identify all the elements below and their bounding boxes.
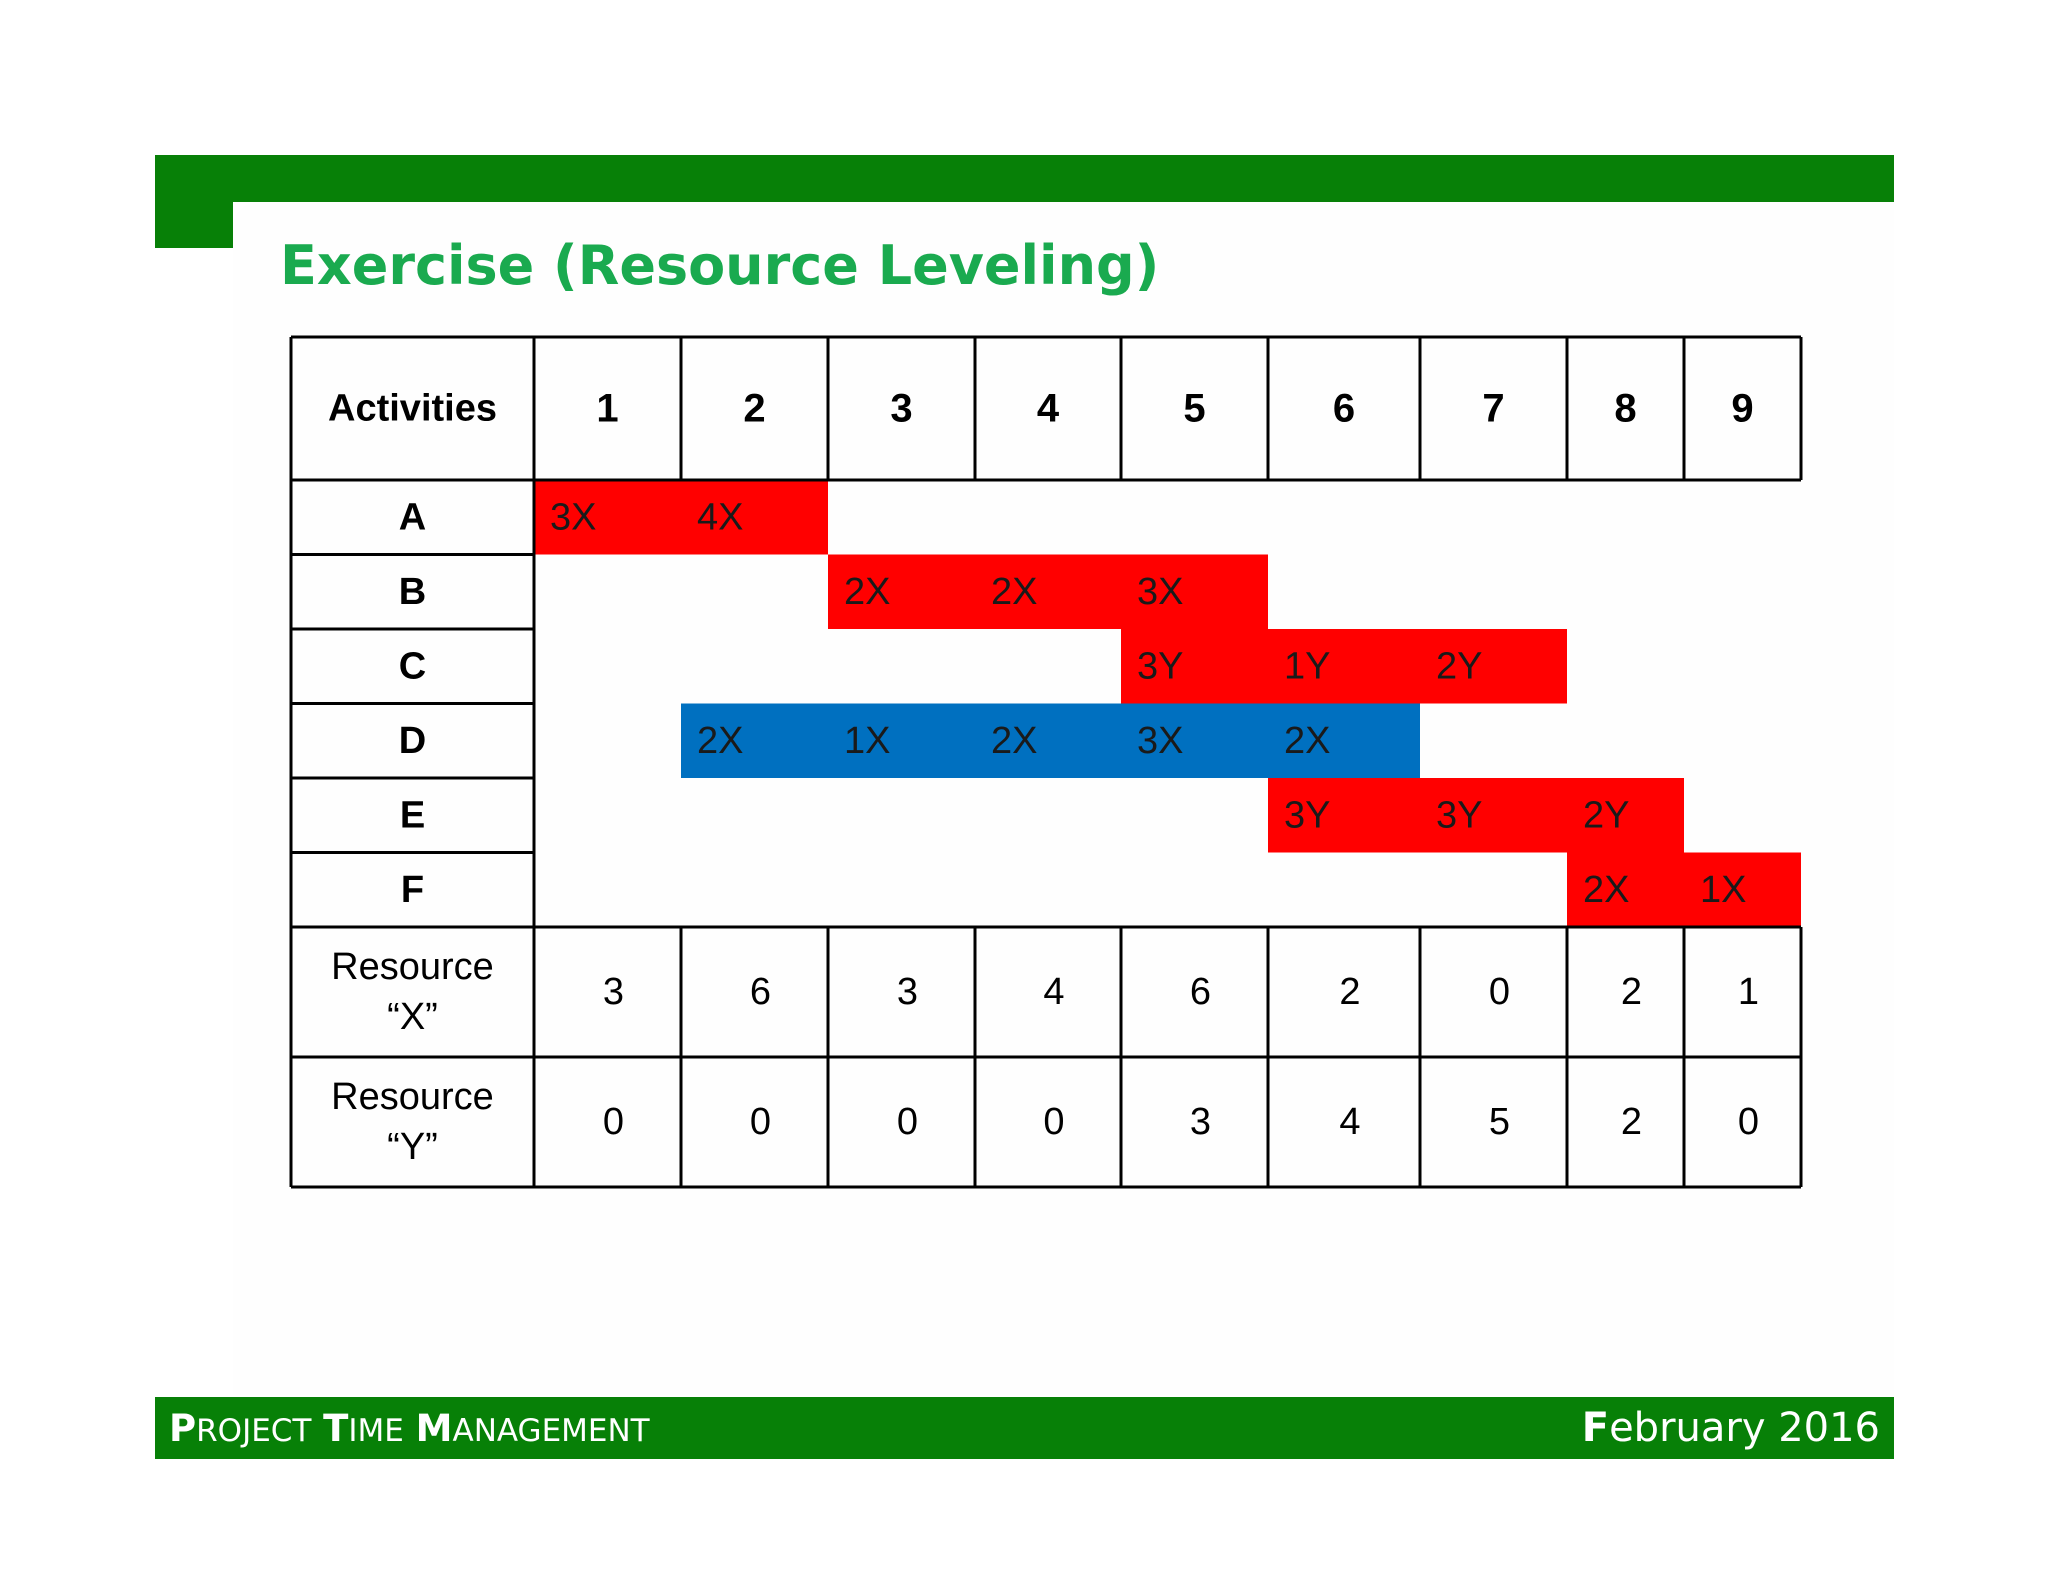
activity-bar-label: 3Y xyxy=(1137,645,1184,688)
activity-bar-label: 2X xyxy=(844,570,891,613)
activity-name: C xyxy=(398,645,427,688)
resource-label: Resource xyxy=(331,946,494,988)
footer-bar xyxy=(155,1397,1894,1459)
resource-value: 2 xyxy=(1620,1101,1643,1143)
period-header: 7 xyxy=(1482,386,1505,431)
activity-name: B xyxy=(398,570,427,613)
resource-value: 4 xyxy=(1339,1101,1361,1143)
resource-value: 0 xyxy=(1488,971,1511,1013)
period-header: 5 xyxy=(1183,386,1206,431)
activity-bar-label: 3Y xyxy=(1284,794,1331,837)
activity-bar-label: 2X xyxy=(991,719,1038,762)
resource-value: 4 xyxy=(1043,971,1065,1013)
activity-bar-label: 2X xyxy=(1583,868,1630,911)
footer-date: February 2016 xyxy=(1581,1405,1880,1451)
activity-bar-label: 3X xyxy=(1137,570,1184,613)
resource-value: 3 xyxy=(896,971,919,1013)
period-header: 9 xyxy=(1731,386,1754,431)
period-header: 4 xyxy=(1036,386,1060,431)
period-header: 1 xyxy=(596,386,619,431)
activities-header: Activities xyxy=(328,387,497,430)
resource-value: 2 xyxy=(1620,971,1643,1013)
activity-bar-label: 3Y xyxy=(1436,794,1483,837)
activity-bar-label: 2X xyxy=(991,570,1038,613)
resource-value: 0 xyxy=(1737,1101,1760,1143)
period-header: 3 xyxy=(890,386,913,431)
resource-label-symbol: “X” xyxy=(387,996,438,1038)
resource-label: Resource xyxy=(331,1076,494,1118)
activity-bar-label: 2X xyxy=(697,719,744,762)
activity-name: F xyxy=(400,868,425,911)
period-header: 8 xyxy=(1614,386,1637,431)
resource-value: 0 xyxy=(1043,1101,1065,1143)
activity-bar-label: 1X xyxy=(1700,868,1747,911)
activity-bar-label: 2Y xyxy=(1436,645,1483,688)
footer-course-title: PROJECT TIME MANAGEMENT xyxy=(169,1407,650,1450)
period-header: 6 xyxy=(1332,386,1356,431)
activity-bar-label: 1Y xyxy=(1284,645,1331,688)
period-header: 2 xyxy=(743,386,766,431)
activity-name: E xyxy=(399,794,426,837)
resource-value: 0 xyxy=(896,1101,919,1143)
resource-value: 6 xyxy=(749,971,772,1013)
resource-value: 3 xyxy=(1189,1101,1212,1143)
activity-name: D xyxy=(398,719,427,762)
activity-bar-label: 2Y xyxy=(1583,794,1630,837)
resource-label-symbol: “Y” xyxy=(387,1126,438,1168)
activity-bar-label: 3X xyxy=(550,496,597,539)
activity-bar-label: 2X xyxy=(1284,719,1331,762)
activity-bar-label: 4X xyxy=(697,496,744,539)
resource-value: 2 xyxy=(1339,971,1361,1013)
resource-value: 6 xyxy=(1189,971,1212,1013)
resource-value: 5 xyxy=(1488,1101,1511,1143)
resource-value: 0 xyxy=(602,1101,625,1143)
activity-bar-label: 3X xyxy=(1137,719,1184,762)
activity-name: A xyxy=(398,496,427,539)
activity-bar-label: 1X xyxy=(844,719,891,762)
resource-value: 3 xyxy=(602,971,625,1013)
slide-title: Exercise (Resource Leveling) xyxy=(280,234,1160,297)
resource-value: 1 xyxy=(1737,971,1760,1013)
resource-value: 0 xyxy=(749,1101,772,1143)
